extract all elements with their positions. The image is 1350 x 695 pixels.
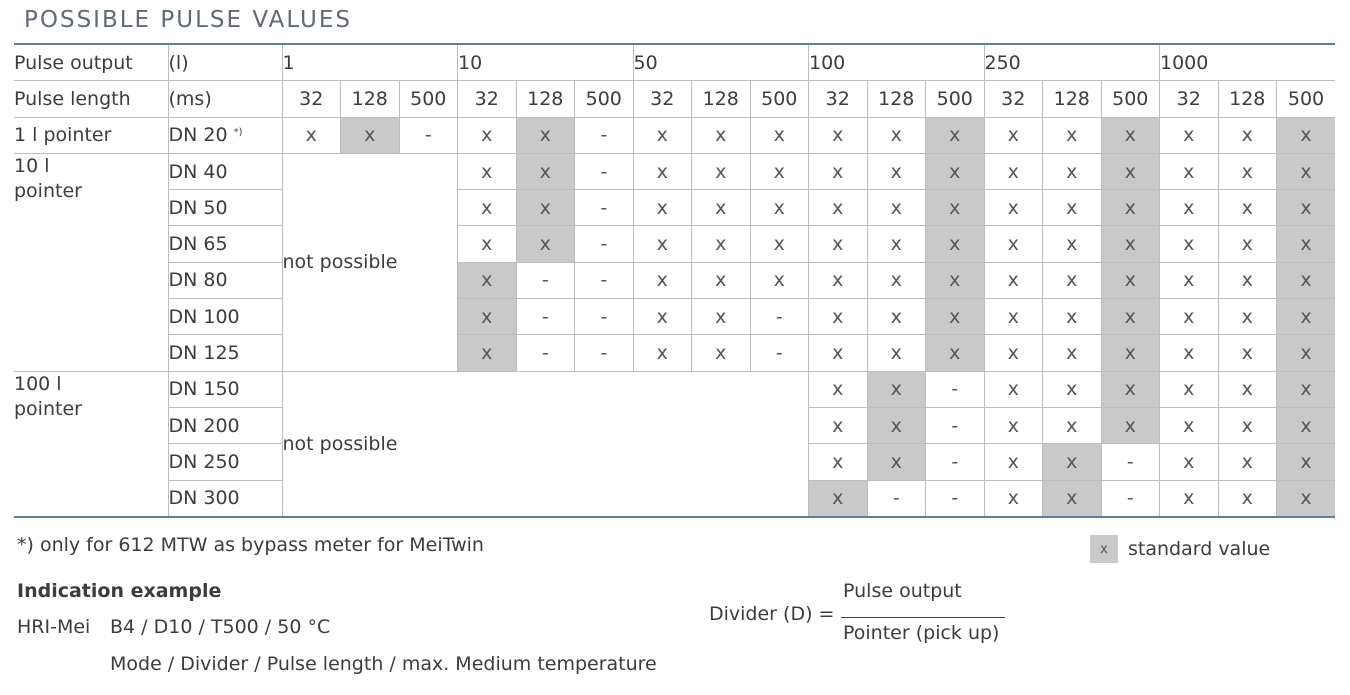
value-cell: x [633, 153, 692, 189]
fraction-line [841, 617, 1005, 618]
value-cell: - [575, 117, 634, 153]
nominal-diameter-text: DN 100 [168, 305, 240, 328]
pulse-length-value: 500 [926, 81, 985, 117]
formula-denominator: Pointer (pick up) [843, 622, 1000, 644]
value-cell: x [1160, 371, 1219, 407]
value-cell: x [1043, 117, 1102, 153]
pulse-output-label: Pulse output [14, 44, 168, 81]
value-cell: x [692, 117, 751, 153]
nominal-diameter [168, 444, 282, 480]
nominal-diameter [168, 190, 282, 226]
value-cell: - [575, 299, 634, 335]
pulse-length-value: 32 [984, 81, 1043, 117]
standard-value-cell: x [1101, 335, 1160, 371]
value-cell: x [1043, 407, 1102, 443]
value-cell: x [867, 153, 926, 189]
value-cell: x [692, 226, 751, 262]
group-100l-pointer-label: 100 l pointer [14, 371, 168, 517]
value-cell: - [516, 299, 575, 335]
table-row [14, 262, 1335, 298]
value-cell: x [984, 480, 1043, 517]
value-cell: x [750, 117, 809, 153]
value-cell: x [692, 190, 751, 226]
standard-value-cell: x [926, 117, 985, 153]
value-cell: x [1218, 262, 1277, 298]
value-cell: x [1218, 226, 1277, 262]
value-cell: x [1043, 335, 1102, 371]
divider-formula-label: Divider (D) = [709, 603, 835, 625]
standard-value-cell: x [809, 480, 868, 517]
standard-value-cell: x [458, 335, 517, 371]
value-cell: x [1043, 190, 1102, 226]
value-cell: x [1043, 262, 1102, 298]
value-cell: - [575, 262, 634, 298]
value-cell: x [1160, 480, 1219, 517]
value-cell: x [809, 226, 868, 262]
value-cell: - [1101, 480, 1160, 517]
page-title: POSSIBLE PULSE VALUES [24, 7, 352, 33]
value-cell: x [750, 226, 809, 262]
pulse-length-value: 500 [1277, 81, 1336, 117]
standard-value-cell: x [1101, 226, 1160, 262]
standard-value-cell: x [1101, 407, 1160, 443]
standard-value-cell: x [926, 335, 985, 371]
nominal-diameter [168, 371, 282, 407]
standard-value-cell: x [926, 226, 985, 262]
nominal-diameter-text: DN 300 [168, 487, 240, 510]
legend [1090, 535, 1270, 563]
standard-value-cell: x [1101, 117, 1160, 153]
nominal-diameter [168, 226, 282, 262]
standard-value-cell: x [1101, 371, 1160, 407]
table-row [14, 335, 1335, 371]
value-cell: x [984, 262, 1043, 298]
table-row [14, 299, 1335, 335]
value-cell: x [692, 299, 751, 335]
pulse-length-value: 128 [1218, 81, 1277, 117]
value-cell: x [458, 117, 517, 153]
pulse-length-value: 32 [809, 81, 868, 117]
value-cell: x [458, 226, 517, 262]
nominal-diameter-text: DN 200 [168, 414, 240, 437]
value-cell: x [1218, 407, 1277, 443]
pulse-length-value: 32 [458, 81, 517, 117]
value-cell: x [1043, 226, 1102, 262]
value-cell: x [867, 190, 926, 226]
value-cell: x [867, 335, 926, 371]
value-cell: - [516, 335, 575, 371]
footnote-marker: *) [233, 127, 243, 139]
value-cell: x [692, 335, 751, 371]
value-cell: x [633, 299, 692, 335]
not-possible-note: not possible [282, 371, 809, 517]
value-cell: x [809, 190, 868, 226]
standard-value-cell: x [1101, 262, 1160, 298]
pulse-length-label: Pulse length [14, 81, 168, 117]
value-cell: x [1160, 262, 1219, 298]
value-cell: x [984, 190, 1043, 226]
value-cell: x [809, 153, 868, 189]
value-cell: x [1218, 299, 1277, 335]
value-cell: x [692, 262, 751, 298]
standard-value-cell: x [516, 117, 575, 153]
standard-value-cell: x [867, 407, 926, 443]
standard-value-cell: x [458, 299, 517, 335]
standard-value-cell: x [341, 117, 400, 153]
nominal-diameter [168, 480, 282, 517]
nominal-diameter [168, 299, 282, 335]
value-cell: x [1218, 117, 1277, 153]
pulse-length-value: 128 [341, 81, 400, 117]
value-cell: - [516, 262, 575, 298]
legend-label: standard value [1128, 538, 1271, 560]
pulse-length-value: 500 [399, 81, 458, 117]
value-cell: x [633, 262, 692, 298]
standard-value-cell: x [516, 153, 575, 189]
pulse-length-value: 500 [1101, 81, 1160, 117]
standard-value-cell: x [1277, 444, 1336, 480]
standard-value-cell: x [926, 262, 985, 298]
pulse-output-value: 50 [633, 44, 809, 81]
value-cell: x [984, 335, 1043, 371]
example-code: B4 / D10 / T500 / 50 °C [110, 616, 331, 638]
value-cell: x [1043, 371, 1102, 407]
value-cell: x [750, 190, 809, 226]
pulse-output-value: 10 [458, 44, 634, 81]
pulse-length-value: 500 [750, 81, 809, 117]
standard-value-cell: x [1043, 444, 1102, 480]
pulse-length-row [14, 81, 1335, 117]
standard-value-cell: x [1277, 117, 1336, 153]
value-cell: x [867, 117, 926, 153]
standard-value-cell: x [926, 190, 985, 226]
standard-value-cell: x [1101, 153, 1160, 189]
value-cell: - [575, 226, 634, 262]
standard-value-cell: x [1277, 299, 1336, 335]
pulse-length-value: 32 [282, 81, 341, 117]
value-cell: x [1218, 153, 1277, 189]
pulse-length-value: 128 [1043, 81, 1102, 117]
value-cell: - [926, 444, 985, 480]
pulse-output-value: 1000 [1160, 44, 1336, 81]
value-cell: x [809, 371, 868, 407]
standard-value-cell: x [1043, 480, 1102, 517]
value-cell: x [633, 190, 692, 226]
value-cell: x [809, 444, 868, 480]
example-title: Indication example [17, 580, 222, 602]
table-row [14, 117, 1335, 153]
standard-value-cell: x [1277, 480, 1336, 517]
pulse-output-unit: (l) [168, 44, 282, 81]
value-cell: x [692, 153, 751, 189]
pulse-output-value: 100 [809, 44, 985, 81]
value-cell: x [1160, 226, 1219, 262]
value-cell: x [984, 117, 1043, 153]
value-cell: - [399, 117, 458, 153]
value-cell: x [1043, 153, 1102, 189]
value-cell: x [633, 335, 692, 371]
standard-value-cell: x [516, 190, 575, 226]
value-cell: - [1101, 444, 1160, 480]
value-cell: x [1160, 153, 1219, 189]
standard-value-cell: x [1101, 190, 1160, 226]
nominal-diameter-text: DN 80 [168, 269, 228, 292]
example-prefix: HRI-Mei [17, 616, 91, 638]
standard-value-cell: x [1277, 335, 1336, 371]
value-cell: x [750, 153, 809, 189]
not-possible-note: not possible [282, 153, 458, 371]
pulse-length-value: 32 [1160, 81, 1219, 117]
pulse-output-value: 1 [282, 44, 458, 81]
pulse-length-value: 128 [692, 81, 751, 117]
standard-value-swatch: x [1090, 535, 1118, 563]
standard-value-cell: x [1277, 371, 1336, 407]
nominal-diameter-text: DN 65 [168, 233, 228, 256]
value-cell: x [458, 190, 517, 226]
nominal-diameter-text: DN 125 [168, 342, 240, 365]
standard-value-cell: x [926, 299, 985, 335]
footnote: *) only for 612 MTW as bypass meter for MeiTwin [17, 534, 484, 556]
value-cell: x [984, 444, 1043, 480]
standard-value-cell: x [1277, 407, 1336, 443]
standard-value-cell: x [1277, 226, 1336, 262]
nominal-diameter-text: DN 150 [168, 378, 240, 401]
value-cell: x [867, 262, 926, 298]
value-cell: x [1218, 190, 1277, 226]
formula-numerator: Pulse output [843, 580, 962, 602]
standard-value-cell: x [1101, 299, 1160, 335]
value-cell: x [1160, 190, 1219, 226]
table-row [14, 371, 1335, 407]
example-description: Mode / Divider / Pulse length / max. Medium temperature [110, 653, 657, 675]
nominal-diameter [168, 153, 282, 189]
value-cell: x [867, 226, 926, 262]
value-cell: x [633, 226, 692, 262]
value-cell: x [1160, 299, 1219, 335]
value-cell: - [926, 407, 985, 443]
value-cell: - [750, 299, 809, 335]
value-cell: x [867, 299, 926, 335]
nominal-diameter-text: DN 40 [168, 160, 228, 183]
pulse-length-value: 500 [575, 81, 634, 117]
value-cell: x [809, 299, 868, 335]
value-cell: - [926, 480, 985, 517]
value-cell: x [1043, 299, 1102, 335]
nominal-diameter [168, 117, 282, 153]
value-cell: x [1218, 444, 1277, 480]
value-cell: - [575, 153, 634, 189]
value-cell: x [1160, 117, 1219, 153]
pulse-values-table [14, 43, 1335, 518]
table-row [14, 226, 1335, 262]
standard-value-cell: x [926, 153, 985, 189]
value-cell: x [1218, 371, 1277, 407]
value-cell: - [575, 335, 634, 371]
value-cell: x [984, 226, 1043, 262]
standard-value-cell: x [867, 371, 926, 407]
nominal-diameter [168, 262, 282, 298]
table-row [14, 190, 1335, 226]
value-cell: x [1218, 480, 1277, 517]
value-cell: x [282, 117, 341, 153]
value-cell: x [809, 335, 868, 371]
standard-value-cell: x [458, 262, 517, 298]
group-1l-pointer-label: 1 l pointer [14, 117, 168, 153]
value-cell: x [458, 153, 517, 189]
value-cell: x [750, 262, 809, 298]
value-cell: x [809, 117, 868, 153]
pulse-output-value: 250 [984, 44, 1160, 81]
value-cell: x [984, 371, 1043, 407]
value-cell: x [1160, 407, 1219, 443]
value-cell: x [984, 407, 1043, 443]
table-row [14, 153, 1335, 189]
standard-value-cell: x [1277, 190, 1336, 226]
nominal-diameter-text: DN 250 [168, 450, 240, 473]
standard-value-cell: x [516, 226, 575, 262]
standard-value-cell: x [867, 444, 926, 480]
nominal-diameter [168, 335, 282, 371]
standard-value-cell: x [1277, 153, 1336, 189]
value-cell: x [809, 407, 868, 443]
value-cell: - [575, 190, 634, 226]
value-cell: x [1160, 335, 1219, 371]
nominal-diameter [168, 407, 282, 443]
value-cell: x [633, 117, 692, 153]
value-cell: x [1160, 444, 1219, 480]
value-cell: - [926, 371, 985, 407]
pulse-length-value: 128 [867, 81, 926, 117]
pulse-length-unit: (ms) [168, 81, 282, 117]
pulse-length-value: 32 [633, 81, 692, 117]
pulse-output-row [14, 44, 1335, 81]
value-cell: - [750, 335, 809, 371]
nominal-diameter-text: DN 50 [168, 196, 228, 219]
value-cell: x [809, 262, 868, 298]
value-cell: - [867, 480, 926, 517]
value-cell: x [984, 299, 1043, 335]
group-10l-pointer-label: 10 l pointer [14, 153, 168, 371]
pulse-length-value: 128 [516, 81, 575, 117]
value-cell: x [1218, 335, 1277, 371]
standard-value-cell: x [1277, 262, 1336, 298]
nominal-diameter-text: DN 20 [168, 124, 228, 147]
value-cell: x [984, 153, 1043, 189]
